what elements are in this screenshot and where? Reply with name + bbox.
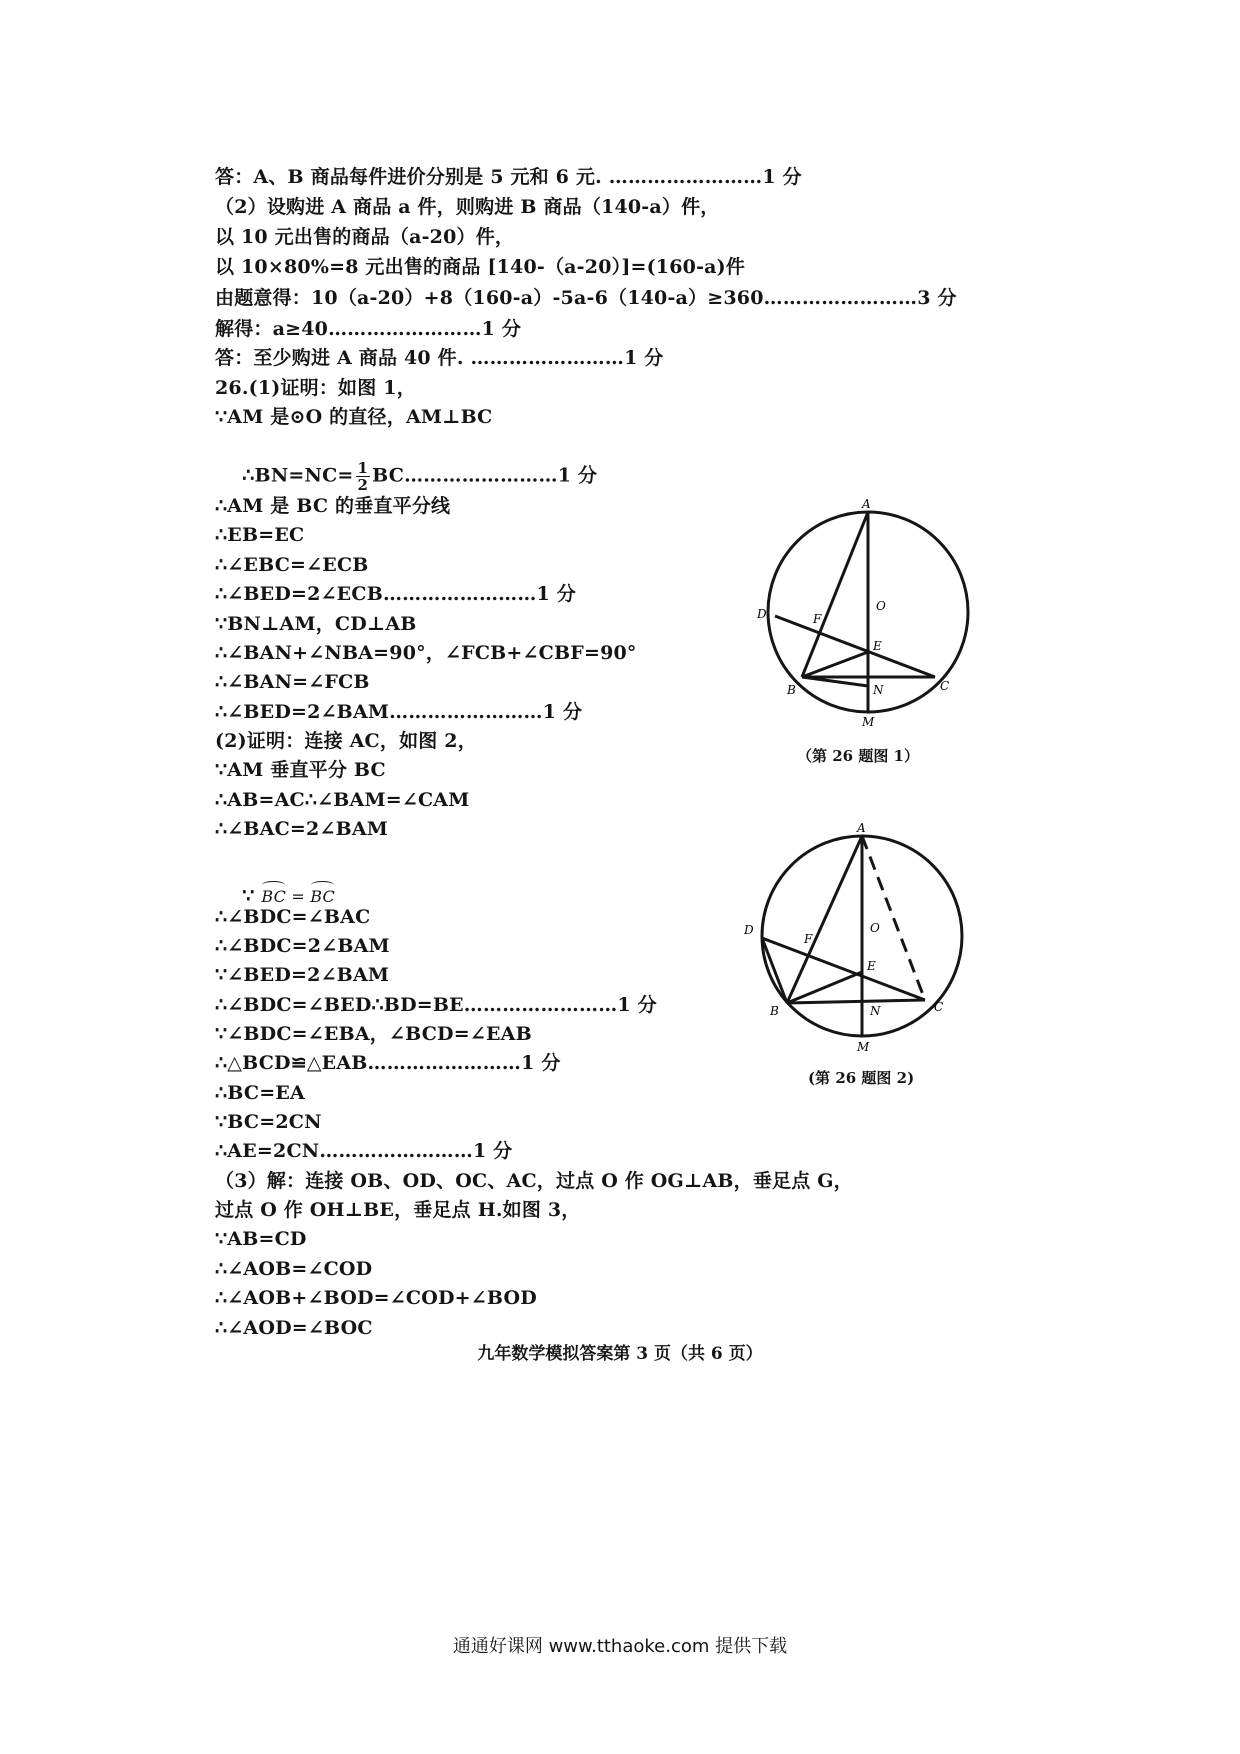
arc-bc-left: BC: [261, 885, 286, 909]
text-line: ∵AB=CD: [215, 1228, 307, 1250]
label-e: E: [867, 959, 876, 973]
label-c: C: [934, 1000, 944, 1014]
text-line: ∴∠AOB+∠BOD=∠COD+∠BOD: [215, 1287, 537, 1309]
label-n: N: [873, 683, 884, 697]
text-line: (2)证明：连接 AC，如图 2，: [215, 730, 477, 752]
text-line: 26.(1)证明：如图 1，: [215, 377, 416, 399]
text-line: 答：至少购进 A 商品 40 件. ……………………1 分: [215, 347, 664, 369]
text-line: ∴AB=AC∴∠BAM=∠CAM: [215, 789, 470, 811]
text-line: 解得：a≥40……………………1 分: [215, 318, 522, 340]
text-line: ∴∠BAN+∠NBA=90°，∠FCB+∠CBF=90°: [215, 642, 637, 664]
label-b: B: [787, 683, 796, 697]
text-line: ∴∠AOB=∠COD: [215, 1258, 373, 1280]
text-line: （2）设购进 A 商品 a 件，则购进 B 商品（140-a）件，: [215, 196, 720, 218]
segment-dc: [775, 616, 935, 677]
fraction-denominator: 2: [357, 476, 369, 494]
text-line: ∴∠EBC=∠ECB: [215, 554, 369, 576]
figure-1-caption: （第 26 题图 1）: [797, 747, 919, 765]
segment-bc: [787, 1000, 925, 1003]
text-line: 答：A、B 商品每件进价分别是 5 元和 6 元. ……………………1 分: [215, 166, 802, 188]
label-f: F: [804, 932, 813, 946]
text-line: ∴AE=2CN……………………1 分: [215, 1140, 513, 1162]
segment-ac-dashed: [862, 836, 925, 1000]
text-line: ∴AM 是 BC 的垂直平分线: [215, 495, 451, 517]
segment-db: [762, 938, 787, 1003]
arc-bc-right: BC: [310, 885, 335, 909]
text-line: ∴∠BED=2∠ECB……………………1 分: [215, 583, 576, 605]
text-line: ∴∠BDC=∠BAC: [215, 906, 371, 928]
text-line: ∵AM 是⊙O 的直径，AM⊥BC: [215, 406, 493, 428]
arc-equals: =: [286, 887, 311, 906]
segment-ab: [802, 512, 868, 677]
text-line: 过点 O 作 OH⊥BE，垂足点 H.如图 3，: [215, 1199, 581, 1221]
figure-1-diagram: [740, 485, 980, 735]
fraction-suffix: BC……………………1 分: [372, 464, 598, 487]
label-f: F: [813, 612, 822, 626]
label-a: A: [862, 497, 871, 511]
label-m: M: [857, 1040, 870, 1054]
label-n: N: [870, 1004, 881, 1018]
text-line: ∴∠BED=2∠BAM……………………1 分: [215, 701, 583, 723]
fraction-prefix: ∴BN=NC=: [242, 464, 354, 487]
text-line: ∴△BCD≌△EAB……………………1 分: [215, 1052, 561, 1074]
text-line: （3）解：连接 OB、OD、OC、AC，过点 O 作 OG⊥AB，垂足点 G，: [215, 1170, 853, 1192]
label-d: D: [757, 607, 767, 621]
fraction: [356, 460, 371, 493]
text-line: ∴∠BAN=∠FCB: [215, 671, 370, 693]
label-b: B: [770, 1004, 779, 1018]
label-a: A: [857, 821, 866, 835]
figure-2-diagram: [735, 815, 975, 1060]
segment-dc: [762, 938, 925, 1000]
text-line: ∴∠AOD=∠BOC: [215, 1317, 373, 1339]
text-line: ∵∠BED=2∠BAM: [215, 964, 390, 986]
label-o: O: [870, 921, 880, 935]
text-line: ∵BN⊥AM，CD⊥AB: [215, 613, 417, 635]
arc-prefix: ∵: [242, 885, 262, 907]
label-e: E: [873, 639, 882, 653]
label-m: M: [862, 715, 875, 729]
text-line: ∵∠BDC=∠EBA，∠BCD=∠EAB: [215, 1023, 532, 1045]
figure-2-caption: (第 26 题图 2): [808, 1069, 915, 1087]
label-o: O: [876, 599, 886, 613]
fraction-numerator: 1: [357, 459, 369, 477]
text-line: 以 10×80%=8 元出售的商品 [140-（a-20）]=(160-a)件: [215, 256, 746, 278]
text-line: 以 10 元出售的商品（a-20）件，: [215, 226, 515, 248]
text-line: ∴EB=EC: [215, 524, 305, 546]
text-line: 由题意得：10（a-20）+8（160-a）-5a-6（140-a）≥360……………………3 分: [215, 287, 957, 309]
text-line: ∴∠BDC=2∠BAM: [215, 935, 390, 957]
label-c: C: [940, 679, 950, 693]
site-footer: 通通好课网 www.tthaoke.com 提供下载: [452, 1636, 788, 1657]
text-line: ∴∠BAC=2∠BAM: [215, 818, 389, 840]
text-line: ∵BC=2CN: [215, 1111, 322, 1133]
label-d: D: [744, 923, 754, 937]
text-line: ∴∠BDC=∠BED∴BD=BE……………………1 分: [215, 994, 657, 1016]
text-line: ∵AM 垂直平分 BC: [215, 759, 386, 781]
text-line: ∴BC=EA: [215, 1082, 305, 1104]
page-footer: 九年数学模拟答案第 3 页（共 6 页）: [477, 1344, 763, 1364]
